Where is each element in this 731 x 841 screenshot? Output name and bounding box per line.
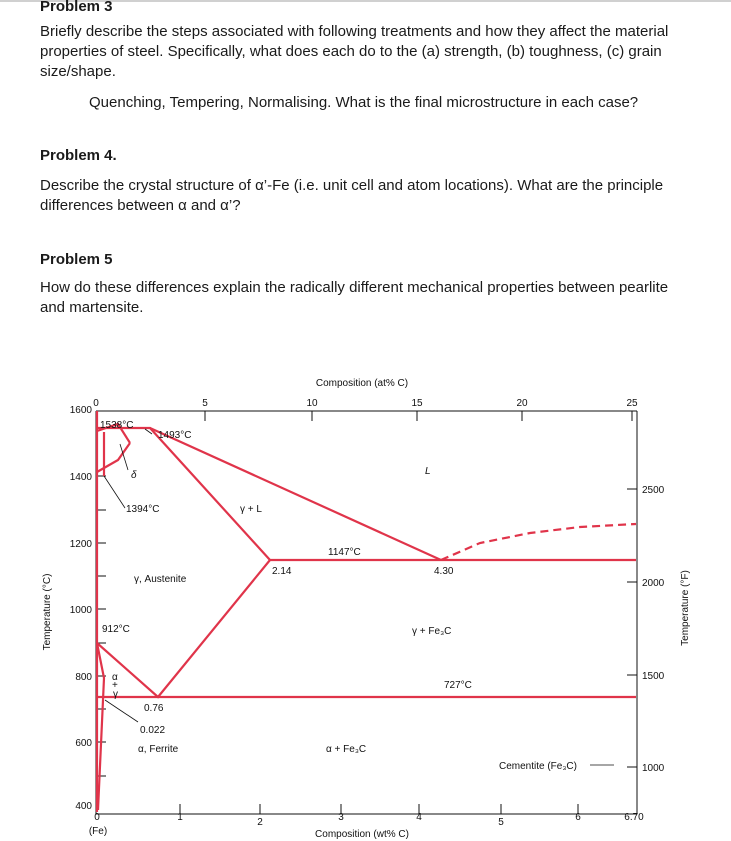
left-tick-label-400: 400 — [75, 801, 92, 812]
bottom-tick-label-2: 2 — [257, 817, 263, 828]
label-delta: δ — [131, 470, 137, 481]
right-tick-label-2000: 2000 — [642, 578, 665, 589]
label-alpha-gamma-plus: + — [112, 680, 118, 691]
label-4-30: 4.30 — [434, 566, 454, 577]
left-tick-label-600: 600 — [75, 738, 92, 749]
problem-4-line-1: Describe the crystal structure of α’-Fe (i.e. unit cell and atom locations). What are the principle — [40, 177, 664, 194]
top-tick-label-20: 20 — [516, 398, 528, 409]
right-tick-label-2500: 2500 — [642, 485, 665, 496]
problem-3-line-3: size/shape. — [40, 63, 116, 80]
problem-3-heading: Problem 3 — [40, 0, 113, 15]
right-tick-label-1500: 1500 — [642, 671, 665, 682]
leader-0022 — [105, 700, 138, 722]
left-tick-label-1400: 1400 — [69, 472, 92, 483]
label-912: 912°C — [102, 624, 130, 635]
label-1538: 1538°C — [100, 420, 134, 431]
label-austenite: γ, Austenite — [134, 574, 187, 585]
label-alpha-gamma-a: α — [112, 672, 118, 683]
bottom-tick-label-4: 4 — [416, 812, 422, 823]
boundary-cementite-liquidus — [441, 524, 636, 560]
label-gamma-plus-liquid: γ + L — [240, 504, 262, 515]
problem-5-line-2: and martensite. — [40, 299, 144, 316]
problem-5-line-1: How do these differences explain the radically different mechanical properties between pearlite — [40, 279, 669, 296]
problem-3-line-4: Quenching, Tempering, Normalising. What is the final microstructure in each case? — [89, 94, 639, 111]
label-ferrite: α, Ferrite — [138, 744, 179, 755]
bottom-tick-label-6-70: 6.70 — [624, 812, 644, 823]
label-1493: 1493°C — [158, 430, 192, 441]
label-1147: 1147°C — [328, 547, 361, 558]
problem-3-line-1: Briefly describe the steps associated with following treatments and how they affect the material — [40, 23, 669, 40]
label-0-022: 0.022 — [140, 725, 166, 736]
bottom-tick-label-5: 5 — [498, 817, 504, 828]
boundary-delta-solidus-eutectic — [97, 428, 636, 560]
bottom-origin-note: (Fe) — [88, 826, 108, 837]
label-727: 727°C — [444, 680, 472, 691]
leader-1394 — [104, 476, 125, 508]
left-axis-title: Temperature (°C) — [42, 573, 53, 651]
problem-3-line-2: properties of steel. Specifically, what does each do to the (a) strength, (b) toughness, (c) grain — [40, 43, 662, 60]
left-tick-label-1000: 1000 — [69, 605, 92, 616]
bottom-axis-title: Composition (wt% C) — [315, 829, 409, 840]
label-2-14: 2.14 — [272, 566, 292, 577]
left-tick-label-1200: 1200 — [69, 539, 92, 550]
label-cementite: Cementite (Fe₃C) — [499, 761, 577, 772]
label-1394: 1394°C — [126, 504, 160, 515]
label-gamma-plus-cementite: γ + Fe₃C — [412, 626, 452, 637]
top-tick-label-15: 15 — [411, 398, 423, 409]
right-tick-label-1000: 1000 — [642, 763, 665, 774]
label-0-76: 0.76 — [144, 703, 164, 714]
top-tick-label-10: 10 — [306, 398, 318, 409]
top-tick-label-25: 25 — [626, 398, 638, 409]
right-axis-title: Temperature (°F) — [680, 570, 691, 646]
boundary-delta-gamma — [97, 443, 130, 472]
top-tick-label-0: 0 — [93, 398, 99, 409]
left-tick-label-800: 800 — [75, 672, 92, 683]
problem-4-heading: Problem 4. — [40, 147, 117, 164]
top-tick-label-5: 5 — [202, 398, 208, 409]
label-alpha-gamma-g: γ — [113, 689, 118, 700]
problem-5-heading: Problem 5 — [40, 251, 113, 268]
bottom-tick-label-1: 1 — [177, 812, 183, 823]
label-alpha-plus-cementite: α + Fe₃C — [326, 744, 367, 755]
label-liquid: L — [425, 466, 431, 477]
top-axis-title: Composition (at% C) — [315, 378, 409, 389]
boundary-liquidus — [150, 428, 441, 560]
problem-4-line-2: differences between α and α’? — [40, 197, 241, 214]
bottom-tick-label-3: 3 — [338, 812, 344, 823]
bottom-tick-label-0: 0 — [94, 812, 100, 823]
bottom-tick-label-6: 6 — [575, 812, 581, 823]
left-tick-label-1600: 1600 — [69, 405, 92, 416]
